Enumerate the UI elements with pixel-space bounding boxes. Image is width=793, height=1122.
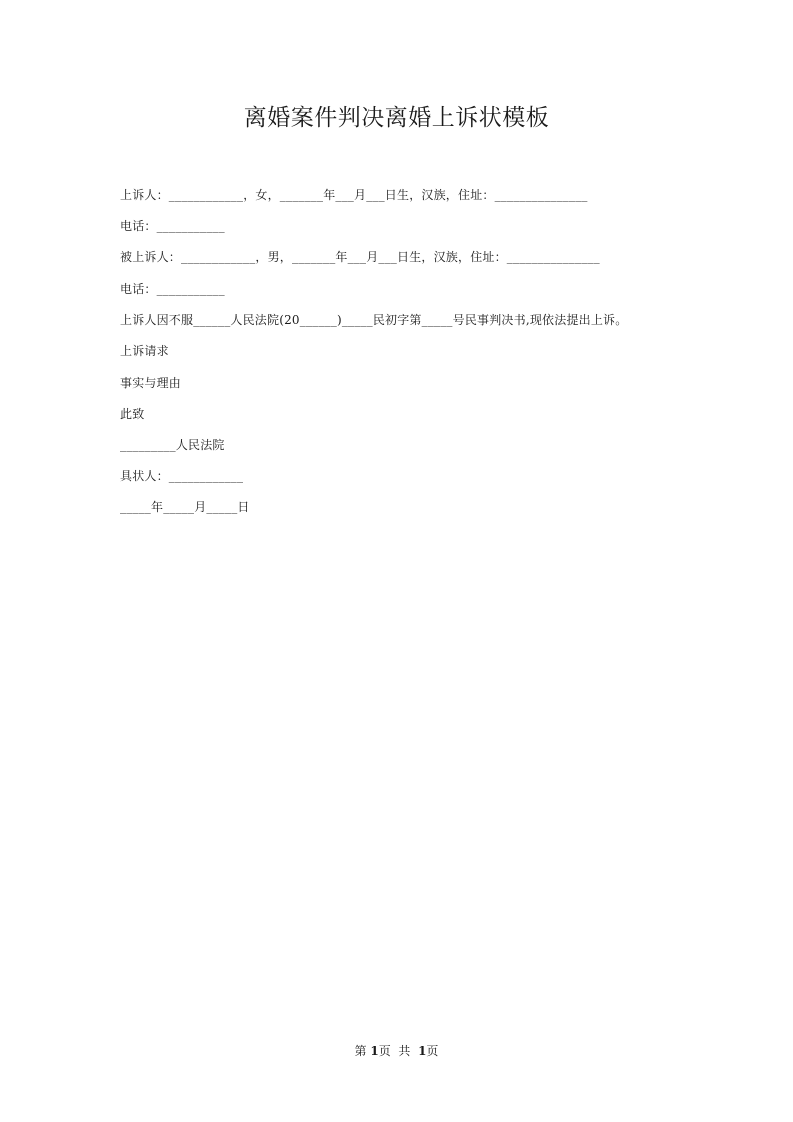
footer-total-pages: 1	[418, 1044, 427, 1058]
appeal-requests-heading: 上诉请求	[120, 344, 169, 358]
footer-page-prefix: 第	[354, 1044, 367, 1058]
filer-signature-line: 具状人：____________	[120, 469, 244, 483]
appeal-statement-line: 上诉人因不服______人民法院(20______)_____民初字第_____号民事判决书,现依法提出上诉。	[120, 313, 628, 327]
appellee-phone-line: 电话：___________	[120, 282, 225, 296]
salutation-line: 此致	[120, 407, 145, 421]
date-line: _____年_____月_____日	[120, 500, 250, 514]
court-name-line: _________人民法院	[120, 438, 225, 452]
footer-current-page: 1	[370, 1044, 379, 1058]
page-footer	[0, 1042, 793, 1060]
appellant-info-line: 上诉人：____________，女，_______年___月___日生，汉族，住址：_______________	[120, 188, 588, 202]
appellant-phone-line: 电话：___________	[120, 219, 225, 233]
appellee-info-line: 被上诉人：____________，男，_______年___月___日生，汉族，住址：_______________	[120, 250, 600, 264]
facts-and-reasons-heading: 事实与理由	[120, 376, 182, 390]
footer-total-unit: 页	[426, 1044, 439, 1058]
footer-page-unit: 页	[378, 1044, 391, 1058]
document-title: 离婚案件判决离婚上诉状模板	[243, 105, 550, 131]
footer-total-prefix: 共	[398, 1044, 411, 1058]
